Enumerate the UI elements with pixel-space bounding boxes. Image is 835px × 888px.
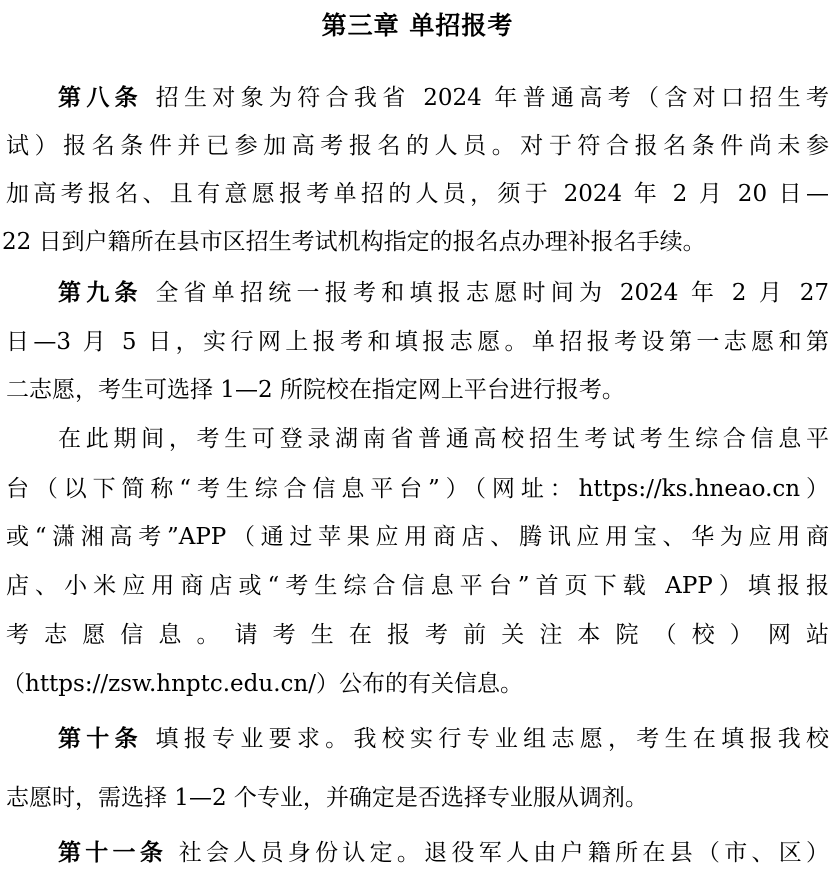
paragraph-period-line-6: （https://zsw.hnptc.edu.cn/）公布的有关信息。 (2, 671, 523, 697)
article-heading: 第九条 (58, 280, 143, 306)
article-9-line-3: 二志愿，考生可选择 1—2 所院校在指定网上平台进行报考。 (6, 377, 625, 403)
article-10-line-1 (58, 719, 829, 759)
article-text: 全省单招统一报考和填报志愿时间为 2024 年 2 月 27 (155, 280, 829, 306)
article-text: 招生对象为符合我省 2024 年普通高考（含对口招生考 (155, 85, 829, 111)
article-heading: 第八条 (58, 85, 143, 111)
article-8-line-1 (58, 78, 829, 118)
paragraph-period-line-4: 店、小米应用商店或“考生综合信息平台”首页下载 APP）填报报 (6, 573, 829, 599)
article-8-line-4: 22 日到户籍所在县市区招生考试机构指定的报名点办理补报名手续。 (2, 229, 706, 255)
chapter-title: 第三章 单招报考 (321, 11, 514, 40)
paragraph-period-line-2: 台（以下简称“考生综合信息平台”）（网址：https://ks.hneao.cn） (6, 476, 829, 502)
paragraph-period-line-5: 考 志 愿 信 息 。 请 考 生 在 报 考 前 关 注 本 院 （ 校 ） 网 站 (6, 622, 829, 648)
article-10-line-2: 志愿时，需选择 1—2 个专业，并确定是否选择专业服从调剂。 (6, 785, 648, 811)
article-9-line-1 (58, 273, 829, 313)
article-heading: 第十条 (58, 726, 143, 752)
article-8-line-2: 试）报名条件并已参加高考报名的人员。对于符合报名条件尚未参 (6, 133, 829, 159)
paragraph-period-line-1: 在此期间，考生可登录湖南省普通高校招生考试考生综合信息平 (58, 426, 829, 452)
article-11-line-1 (58, 833, 829, 873)
article-heading: 第十一条 (58, 840, 168, 866)
paragraph-period-line-3: 或“潇湘高考”APP（通过苹果应用商店、腾讯应用宝、华为应用商 (6, 524, 829, 550)
article-text: 社会人员身份认定。退役军人由户籍所在县（市、区） (178, 840, 830, 866)
article-8-line-3: 加高考报名、且有意愿报考单招的人员，须于 2024 年 2 月 20 日— (6, 181, 829, 207)
article-text: 填报专业要求。我校实行专业组志愿，考生在填报我校 (155, 726, 830, 752)
article-9-line-2: 日—3 月 5 日，实行网上报考和填报志愿。单招报考设第一志愿和第 (6, 329, 829, 355)
